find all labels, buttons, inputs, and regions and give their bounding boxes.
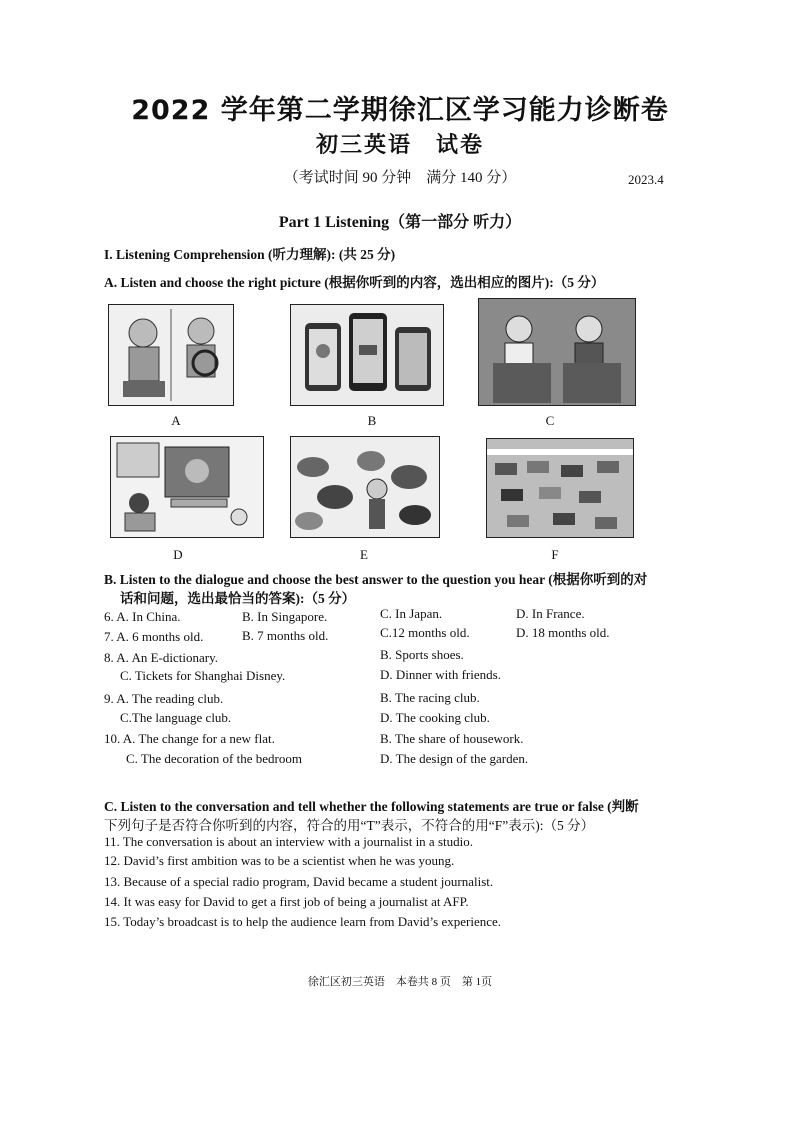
exam-date: 2023.4 <box>628 172 664 187</box>
section-b-title-cont: 话和问题，选出最恰当的答案):（5 分） <box>120 591 356 606</box>
picture-label-a: A <box>171 413 181 428</box>
girl-computer-illustration <box>111 437 263 537</box>
q8-option-a: 8. A. An E-dictionary. <box>104 650 218 665</box>
statement-13: 13. Because of a special radio program, David became a student journalist. <box>104 874 494 889</box>
q10-option-a: 10. A. The change for a new flat. <box>104 731 275 746</box>
q6-option-d: D. In France. <box>516 606 585 621</box>
picture-c <box>478 298 636 406</box>
picture-d <box>110 436 264 538</box>
exam-subtitle: 初三英语 试卷 <box>315 133 484 158</box>
exam-info: （考试时间 90 分钟 满分 140 分） <box>283 170 517 186</box>
q10-option-d: D. The design of the garden. <box>380 751 529 766</box>
picture-label-b: B <box>367 413 377 428</box>
q8-option-c: C. Tickets for Shanghai Disney. <box>120 668 286 683</box>
plants-people-illustration <box>291 437 439 537</box>
traffic-jam-illustration <box>487 439 633 537</box>
q8-option-b: B. Sports shoes. <box>380 647 464 662</box>
statement-14: 14. It was easy for David to get a first job of being a journalist at AFP. <box>104 894 469 909</box>
exam-title: 2022 学年第二学期徐汇区学习能力诊断卷 <box>131 95 669 126</box>
section-1-title: I. Listening Comprehension (听力理解): (共 25 分) <box>104 247 396 262</box>
q7-option-c: C.12 months old. <box>380 625 470 640</box>
statement-15: 15. Today’s broadcast is to help the audience learn from David’s experience. <box>104 914 502 929</box>
phone-apps-illustration <box>291 305 443 405</box>
statement-12: 12. David’s first ambition was to be a scientist when he was young. <box>104 853 455 868</box>
q8-option-d: D. Dinner with friends. <box>380 667 501 682</box>
picture-label-f: F <box>551 547 559 562</box>
q6-option-a: 6. A. In China. <box>104 609 181 624</box>
q7-option-d: D. 18 months old. <box>516 625 610 640</box>
q6-option-b: B. In Singapore. <box>242 609 328 624</box>
q7-option-b: B. 7 months old. <box>242 628 329 643</box>
q7-option-a: 7. A. 6 months old. <box>104 629 204 644</box>
part-heading: Part 1 Listening（第一部分 听力） <box>278 214 522 231</box>
statement-11: 11. The conversation is about an interview with a journalist in a studio. <box>104 834 473 849</box>
q10-option-c: C. The decoration of the bedroom <box>126 751 302 766</box>
section-c-title: C. Listen to the conversation and tell whether the following statements are true or false (判断 <box>104 799 639 814</box>
picture-f <box>486 438 634 538</box>
q6-option-c: C. In Japan. <box>380 606 443 621</box>
page-footer: 徐汇区初三英语 本卷共 8 页 第 1页 <box>307 976 493 988</box>
two-boys-illustration <box>109 305 233 405</box>
q9-option-b: B. The racing club. <box>380 690 480 705</box>
section-c-title-cont: 下列句子是否符合你听到的内容，符合的用“T”表示，不符合的用“F”表示):（5 分） <box>104 818 595 833</box>
picture-e <box>290 436 440 538</box>
picture-label-c: C <box>545 413 555 428</box>
section-b-title: B. Listen to the dialogue and choose the best answer to the question you hear (根据你听到的对 <box>104 572 648 587</box>
picture-b <box>290 304 444 406</box>
q9-option-c: C.The language club. <box>120 710 232 725</box>
q9-option-a: 9. A. The reading club. <box>104 691 224 706</box>
section-a-title: A. Listen and choose the right picture (根据你听到的内容，选出相应的图片):（5 分） <box>104 275 605 290</box>
picture-a <box>108 304 234 406</box>
picture-label-d: D <box>173 547 183 562</box>
picture-label-e: E <box>360 547 368 562</box>
q10-option-b: B. The share of housework. <box>380 731 524 746</box>
debate-illustration <box>479 299 635 405</box>
q9-option-d: D. The cooking club. <box>380 710 490 725</box>
